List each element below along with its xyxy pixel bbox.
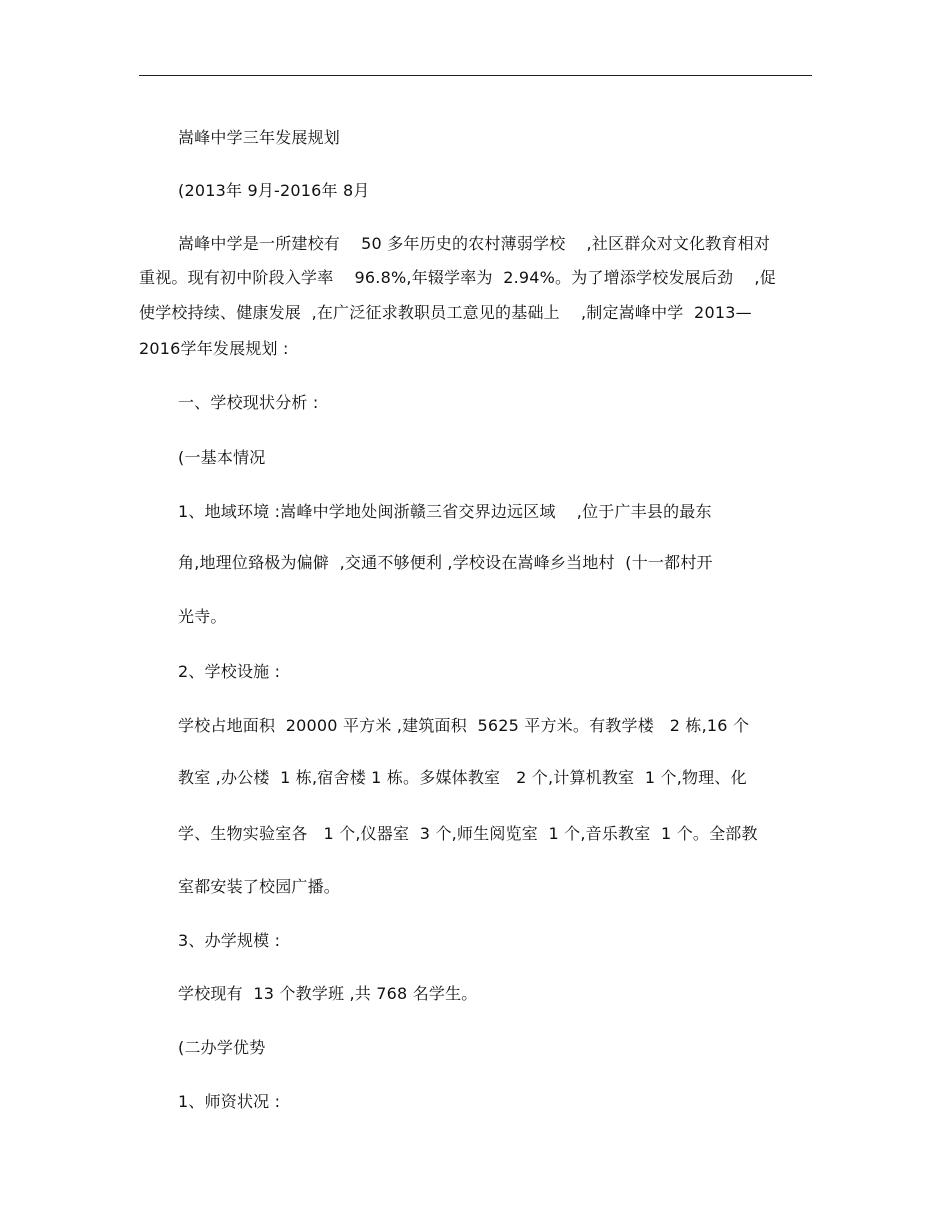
document-period: (2013年 9月-2016年 8月: [178, 181, 370, 200]
item-2-line-4: 室都安装了校园广播。: [178, 877, 341, 896]
intro-line-2: 重视。现有初中阶段入学率 96.8%,年辍学率为 2.94%。为了增添学校发展后劲 ,促: [139, 268, 776, 287]
item-1-line-1: 1、地域环境 :嵩峰中学地处闽浙赣三省交界边远区域 ,位于广丰县的最东: [178, 502, 712, 521]
item-4-heading: 1、师资状况 :: [178, 1092, 281, 1111]
item-2-line-1: 学校占地面积 20000 平方米 ,建筑面积 5625 平方米。有教学楼 2 栋,16 个: [178, 716, 750, 735]
item-1-line-2: 角,地理位臵极为偏僻 ,交通不够便利 ,学校设在嵩峰乡当地村 (十一都村开: [178, 553, 713, 572]
item-1-line-3: 光寺。: [178, 607, 227, 626]
subsection-1-heading: (一基本情况: [178, 448, 266, 467]
item-2-line-2: 教室 ,办公楼 1 栋,宿舍楼 1 栋。多媒体教室 2 个,计算机教室 1 个,物理、化: [178, 768, 747, 787]
intro-line-3: 使学校持续、健康发展 ,在广泛征求教职员工意见的基础上 ,制定嵩峰中学 2013—: [139, 303, 752, 322]
item-3-text: 学校现有 13 个教学班 ,共 768 名学生。: [178, 984, 478, 1003]
document-title: 嵩峰中学三年发展规划: [178, 128, 341, 147]
item-2-heading: 2、学校设施 :: [178, 662, 281, 681]
item-2-line-3: 学、生物实验室各 1 个,仪器室 3 个,师生阅览室 1 个,音乐教室 1 个。全部教: [178, 824, 758, 843]
intro-line-4: 2016学年发展规划 :: [139, 339, 289, 358]
item-3-heading: 3、办学规模 :: [178, 931, 281, 950]
section-1-heading: 一、学校现状分析 :: [178, 393, 319, 412]
header-rule: [139, 75, 812, 76]
intro-line-1: 嵩峰中学是一所建校有 50 多年历史的农村薄弱学校 ,社区群众对文化教育相对: [178, 234, 771, 253]
subsection-2-heading: (二办学优势: [178, 1038, 266, 1057]
